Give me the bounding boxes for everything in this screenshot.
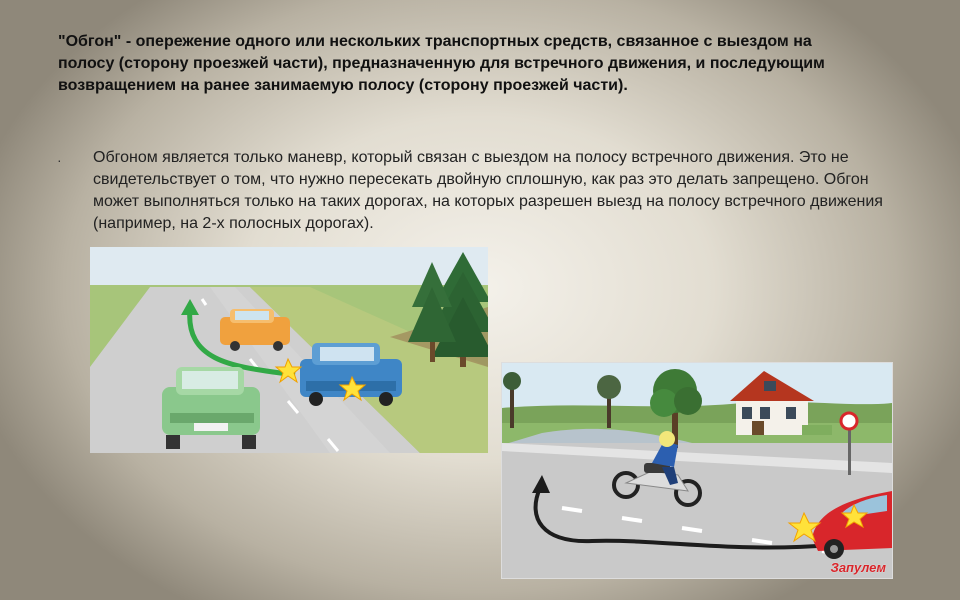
definition-text: "Обгон" - опережение одного или нескольких транспортных средств, связанное с выездом на полосу (сторону проезжей части), предназначенную для встречного движения, и последующим возвращением на ранее занимаемую полосу (сторону проезжей части). — [58, 33, 825, 94]
overtaking-illustration — [90, 247, 488, 453]
bullet-marker: · — [57, 152, 62, 168]
watermark-logo: Запулем — [830, 560, 886, 575]
motorcycle-illustration — [501, 362, 893, 579]
explanation-text: Обгоном является только маневр, который связан с выездом на полосу встречного движения. Это не свидетельствует о том, что нужно пересекать двойную сплошную, как раз это делать запрещено. Обгон может выполняться только на таких дорогах, на которых разрешен выезд на полосу встречного движения (например, на 2-х полосных дорогах). — [93, 149, 883, 232]
